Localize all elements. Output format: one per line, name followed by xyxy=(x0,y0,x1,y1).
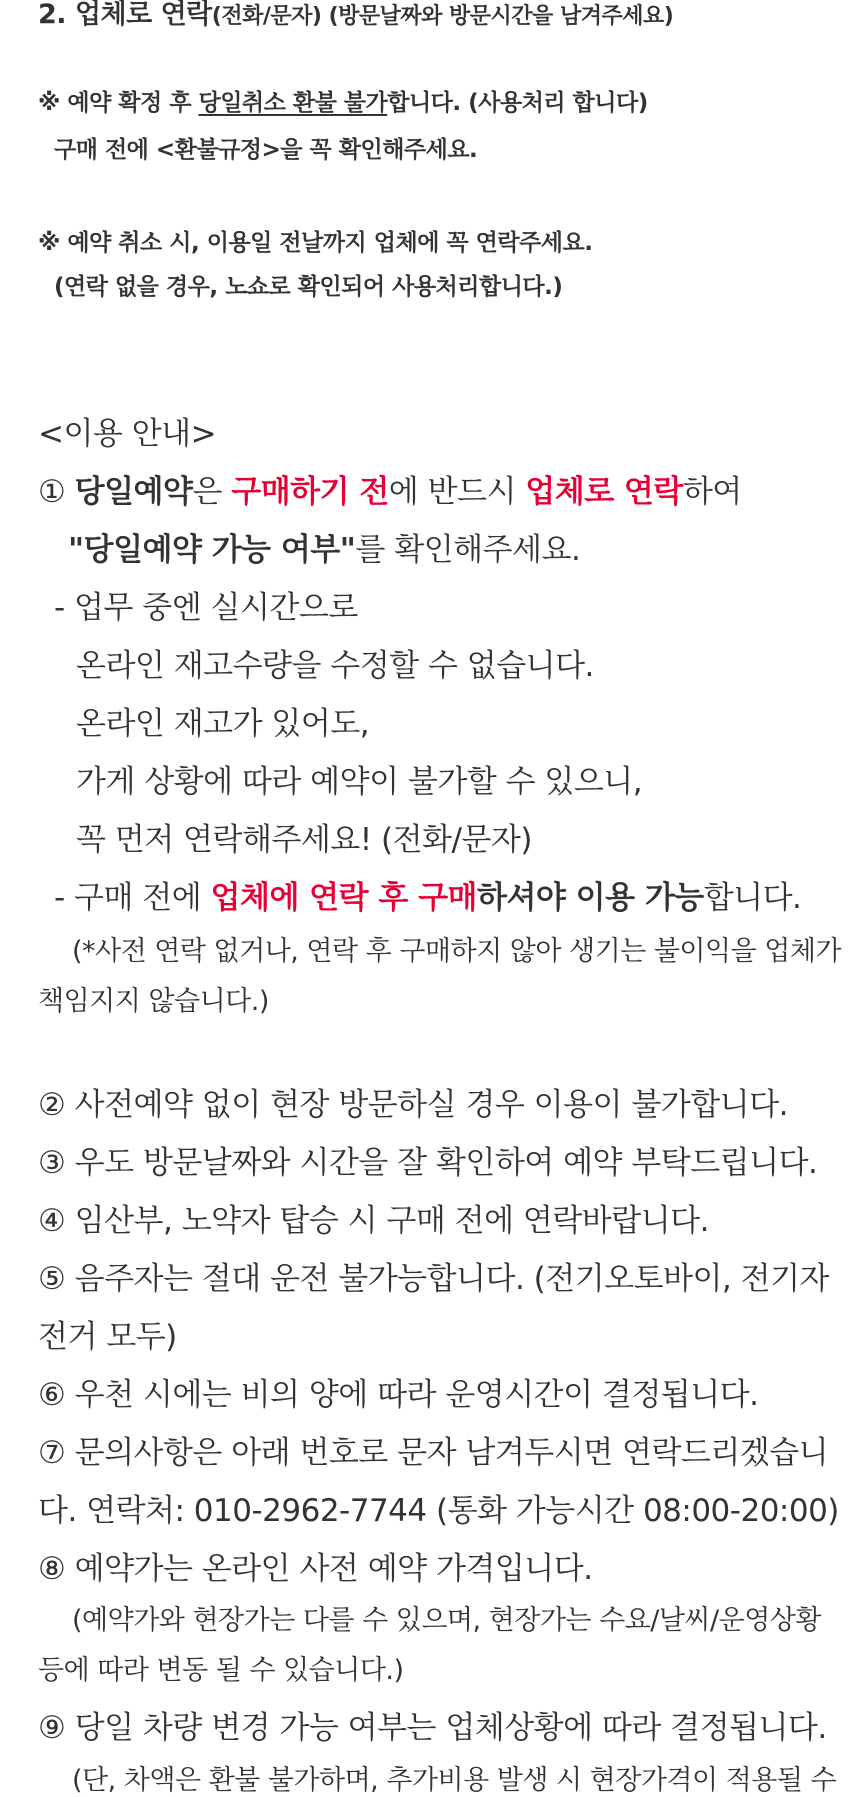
section-heading xyxy=(38,0,673,31)
item-1-sub-1: - 업무 중엔 실시간으로 xyxy=(54,590,358,626)
guide-item-7-line2: 다. 연락처: 010-2962-7744 (통화 가능시간 08:00-20:00) xyxy=(38,1493,839,1529)
guide-item-8-note-line2: 등에 따라 변동 될 수 있습니다.) xyxy=(38,1655,404,1686)
item-1-number: ① xyxy=(38,474,66,510)
item-1-sub-6-red: 업체에 연락 후 구매 xyxy=(210,880,477,916)
item-1-sub-4: 가게 상황에 따라 예약이 불가할 수 있으니, xyxy=(76,764,643,800)
guide-item-8-note-line1: (예약가와 현장가는 다를 수 있으며, 현장가는 수요/날씨/운영상황 xyxy=(72,1605,821,1636)
notice-cancel: ※ 예약 취소 시, 이용일 전날까지 업체에 꼭 연락주세요. xyxy=(38,230,593,256)
item-1-note-line2: 책임지지 않습니다.) xyxy=(38,986,269,1017)
notice-refund-underlined: 당일취소 환불 불가 xyxy=(198,90,388,116)
guide-item-3: ③ 우도 방문날짜와 시간을 잘 확인하여 예약 부탁드립니다. xyxy=(38,1145,818,1181)
item-1-text-4: 를 확인해주세요. xyxy=(355,532,581,568)
guide-item-9-note-line1: (단, 차액은 환불 불가하며, 추가비용 발생 시 현장가격이 적용될 수 xyxy=(72,1765,837,1796)
item-1-sub-6 xyxy=(54,872,801,917)
notice-refund-suffix: 합니다. (사용처리 합니다) xyxy=(387,90,648,116)
item-1-text-1: 은 xyxy=(192,474,232,510)
section-heading-main: 2. 업체로 연락 xyxy=(38,0,212,30)
guide-item-9: ⑨ 당일 차량 변경 가능 여부는 업체상황에 따라 결정됩니다. xyxy=(38,1710,827,1746)
guide-title: <이용 안내> xyxy=(38,416,217,452)
item-1-red-contact: 업체로 연락 xyxy=(525,474,683,510)
guide-item-8: ⑧ 예약가는 온라인 사전 예약 가격입니다. xyxy=(38,1551,593,1587)
guide-item-1-line2 xyxy=(68,524,580,569)
guide-item-5-line2: 전거 모두) xyxy=(38,1319,177,1355)
guide-item-7: ⑦ 문의사항은 아래 번호로 문자 남겨두시면 연락드리겠습니 xyxy=(38,1435,829,1471)
guide-item-4: ④ 임산부, 노약자 탑승 시 구매 전에 연락바랍니다. xyxy=(38,1203,709,1239)
guide-item-5: ⑤ 음주자는 절대 운전 불가능합니다. (전기오토바이, 전기자 xyxy=(38,1261,829,1297)
guide-item-1 xyxy=(38,466,742,511)
item-1-sub-6-a: - 구매 전에 xyxy=(54,880,211,916)
item-1-note-line1: (*사전 연락 없거나, 연락 후 구매하지 않아 생기는 불이익을 업체가 xyxy=(72,936,841,967)
notice-refund-line2: 구매 전에 <환불규정>을 꼭 확인해주세요. xyxy=(54,137,478,163)
item-1-red-before-purchase: 구매하기 전 xyxy=(231,474,389,510)
guide-item-6: ⑥ 우천 시에는 비의 양에 따라 운영시간이 결정됩니다. xyxy=(38,1377,759,1413)
section-heading-sub: (전화/문자) (방문날짜와 방문시간을 남겨주세요) xyxy=(211,4,674,29)
item-1-bold-same-day: 당일예약 xyxy=(74,474,193,510)
item-1-text-3: 하여 xyxy=(682,474,742,510)
item-1-sub-3: 온라인 재고가 있어도, xyxy=(76,706,370,742)
item-1-text-2: 에 반드시 xyxy=(388,474,526,510)
notice-refund-prefix: ※ 예약 확정 후 xyxy=(38,90,199,116)
item-1-sub-6-bold: 하셔야 이용 가능 xyxy=(477,880,704,916)
item-1-sub-6-b: 합니다. xyxy=(703,880,802,916)
item-1-sub-5: 꼭 먼저 연락해주세요! (전화/문자) xyxy=(76,822,532,858)
notice-cancel-line2: (연락 없을 경우, 노쇼로 확인되어 사용처리합니다.) xyxy=(54,274,563,300)
item-1-sub-2: 온라인 재고수량을 수정할 수 없습니다. xyxy=(76,648,594,684)
item-1-bold-availability: "당일예약 가능 여부" xyxy=(68,532,356,568)
guide-item-2: ② 사전예약 없이 현장 방문하실 경우 이용이 불가합니다. xyxy=(38,1087,788,1123)
notice-refund xyxy=(38,84,648,117)
